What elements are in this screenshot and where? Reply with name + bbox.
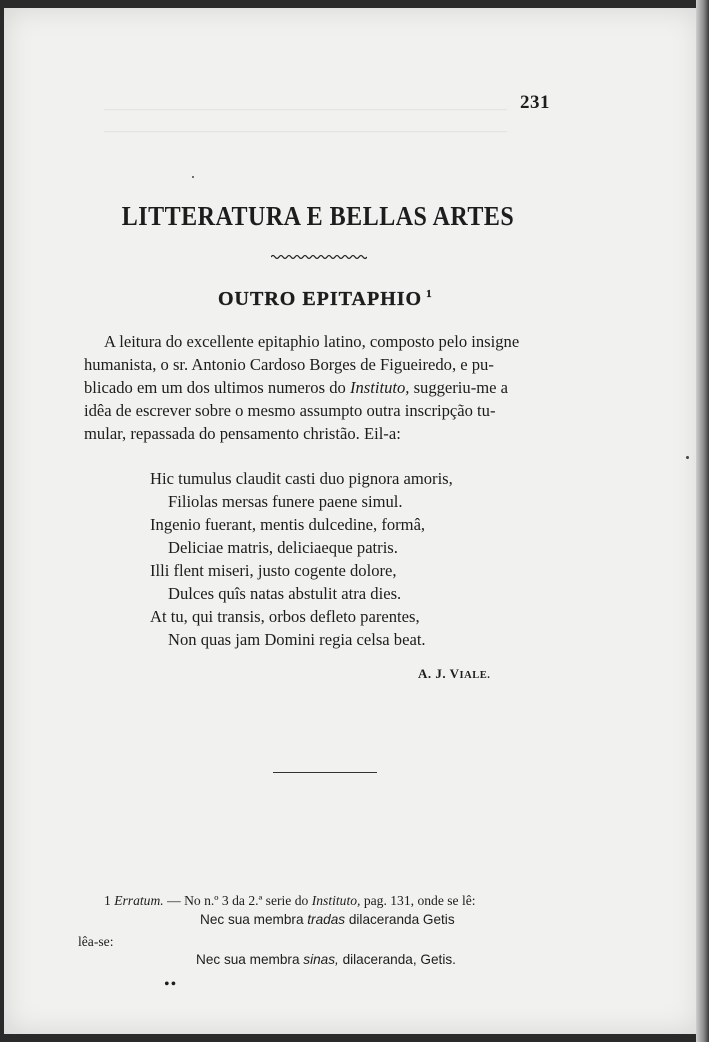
poem-verse: Ingenio fuerant, mentis dulcedine, formâ,	[150, 515, 426, 534]
footnote-text: pag. 131, onde se lê:	[360, 893, 476, 908]
poem-verse: Filiolas mersas funere paene simul.	[168, 492, 403, 511]
ink-speck	[192, 176, 194, 178]
article-title-text: OUTRO EPITAPHIO	[218, 288, 423, 310]
intro-paragraph	[84, 330, 556, 445]
paragraph-line	[84, 376, 556, 399]
end-rule	[273, 772, 377, 773]
bottom-dots: ••	[164, 976, 178, 993]
author-signature	[418, 666, 490, 682]
verse-text: Nec sua membra	[196, 952, 304, 967]
verse-text: dilaceranda, Getis.	[338, 952, 456, 967]
verse-text: dilaceranda Getis	[345, 912, 455, 927]
poem-verse: Non quas jam Domini regia celsa beat.	[168, 630, 426, 649]
wavy-divider	[271, 254, 367, 260]
author-initials: A. J. V	[418, 666, 460, 681]
footnote-read-label: lêa-se:	[78, 934, 114, 949]
author-surname: IALE.	[459, 670, 491, 681]
ink-speck	[686, 456, 689, 459]
verse-word: sinas,	[303, 952, 339, 967]
article-title	[218, 288, 433, 311]
footnote-wrong-verse	[200, 912, 455, 927]
paragraph-line: mular, repassada do pensamento christão. Eil-a:	[84, 424, 401, 443]
journal-name: Instituto,	[349, 378, 410, 397]
verse-text: Nec sua membra	[200, 912, 308, 927]
footnote-correct-verse	[196, 952, 456, 967]
poem-verse: Hic tumulus claudit casti duo pignora amoris,	[150, 469, 453, 488]
page-number: 231	[520, 92, 550, 113]
poem-verse: Deliciae matris, deliciaeque patris.	[168, 538, 398, 557]
page-edge-shadow	[696, 0, 709, 1042]
paragraph-text: blicado em um dos ultimos numeros do	[84, 378, 350, 397]
show-through-texture: ——————————————————————————————— ———————————————————————————————	[104, 101, 507, 138]
epitaph-poem	[150, 467, 453, 651]
footnote-marker: 1	[426, 288, 433, 301]
poem-verse: Illi flent miseri, justo cogente dolore,	[150, 561, 397, 580]
document-page	[4, 8, 700, 1034]
poem-verse: Dulces quîs natas abstulit atra dies.	[168, 584, 402, 603]
paragraph-line: humanista, o sr. Antonio Cardoso Borges de Figueiredo, e pu-	[84, 355, 494, 374]
paragraph-line: idêa de escrever sobre o mesmo assumpto outra inscripção tu-	[84, 401, 496, 420]
footnote-text: — No n.º 3 da 2.ª serie do	[163, 893, 312, 908]
footnote	[104, 890, 564, 911]
footnote-number: 1	[104, 893, 111, 908]
section-title: LITTERATURA E BELLAS ARTES	[121, 201, 515, 232]
verse-word: tradas	[307, 912, 346, 927]
paragraph-text: suggeriu-me a	[409, 378, 509, 397]
paragraph-line: A leitura do excellente epitaphio latino, composto pelo insigne	[104, 332, 520, 351]
poem-verse: At tu, qui transis, orbos defleto parentes,	[150, 607, 420, 626]
footnote-label: Erratum.	[114, 893, 164, 908]
footnote-journal: Instituto,	[311, 893, 361, 908]
